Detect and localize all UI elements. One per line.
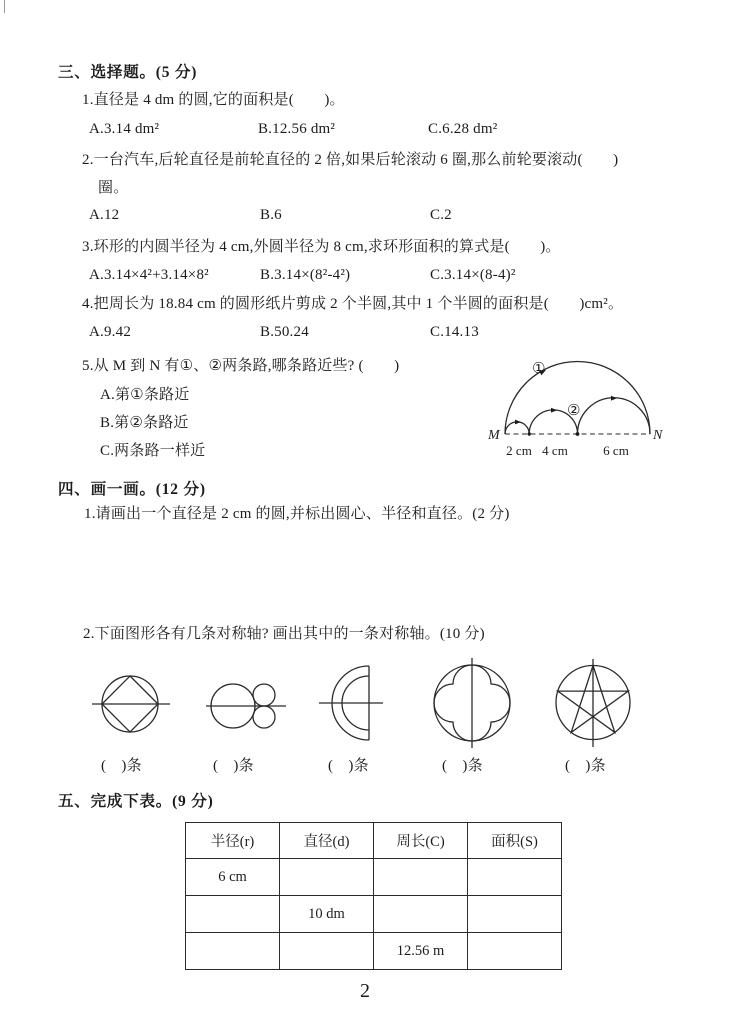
q5-option-a: A.第①条路近 xyxy=(100,387,190,403)
q1-option-c: C.6.28 dm² xyxy=(428,121,498,137)
q5-stem: 5.从 M 到 N 有①、②两条路,哪条路近些? ( ) xyxy=(82,358,400,374)
shape-circle-pentagram xyxy=(551,657,635,749)
small-arc-2cm xyxy=(505,422,529,434)
q5-option-c: C.两条路一样近 xyxy=(100,443,206,459)
q2-option-b: B.6 xyxy=(260,207,282,223)
shape-circle-two-tangent-circles xyxy=(204,682,288,730)
table-cell xyxy=(374,896,468,933)
table-cell: 10 dm xyxy=(280,896,374,933)
segment3-label: 6 cm xyxy=(603,443,629,458)
shape-circle-inscribed-square xyxy=(90,674,172,734)
q3-option-b: B.3.14×(8²-4²) xyxy=(260,267,351,283)
section4-title: 四、画一画。(12 分) xyxy=(58,481,206,498)
junction-dot xyxy=(576,432,580,436)
path2-circled-label: ② xyxy=(567,403,581,419)
table-cell xyxy=(468,896,562,933)
segment2-label: 4 cm xyxy=(542,443,568,458)
shape-concentric-semicircles xyxy=(315,661,387,745)
section5-title: 五、完成下表。(9 分) xyxy=(58,793,214,810)
q2-stem: 2.一台汽车,后轮直径是前轮直径的 2 倍,如果后轮滚动 6 圈,那么前轮要滚动( ) xyxy=(82,152,619,168)
q1-option-b: B.12.56 dm² xyxy=(258,121,336,137)
table-cell xyxy=(374,859,468,896)
small-arc-6cm xyxy=(578,398,651,434)
q4-option-c: C.14.13 xyxy=(430,324,479,340)
table-cell xyxy=(280,859,374,896)
table-cell xyxy=(468,933,562,970)
q1-stem: 1.直径是 4 dm 的圆,它的面积是( )。 xyxy=(82,92,345,108)
path1-circled-label: ① xyxy=(532,361,546,377)
table-cell xyxy=(186,933,280,970)
arrowhead-icon xyxy=(551,408,557,413)
q2-option-a: A.12 xyxy=(89,207,120,223)
q4-option-a: A.9.42 xyxy=(89,324,132,340)
q3-option-c: C.3.14×(8-4)² xyxy=(430,267,516,283)
segment1-label: 2 cm xyxy=(506,443,532,458)
table-cell xyxy=(186,896,280,933)
table-cell: 6 cm xyxy=(186,859,280,896)
q5-option-b: B.第②条路近 xyxy=(100,415,189,431)
q4-option-b: B.50.24 xyxy=(260,324,309,340)
big-semicircle-arc xyxy=(505,362,650,435)
section4-q2-stem: 2.下面图形各有几条对称轴? 画出其中的一条对称轴。(10 分) xyxy=(83,626,485,642)
shape-circle-quatrefoil xyxy=(430,658,514,748)
symmetry-count-blank-3: ( )条 xyxy=(328,758,369,774)
symmetry-count-blank-2: ( )条 xyxy=(213,758,254,774)
scan-artifact xyxy=(4,0,5,13)
q5-paths-diagram xyxy=(486,349,684,471)
arrowhead-icon xyxy=(611,396,617,401)
q2-option-c: C.2 xyxy=(430,207,452,223)
page-number: 2 xyxy=(360,980,370,1002)
symmetry-count-blank-1: ( )条 xyxy=(101,758,142,774)
table-header-area: 面积(S) xyxy=(468,823,562,859)
junction-dot xyxy=(528,432,531,435)
table-header-circumference: 周长(C) xyxy=(374,823,468,859)
section3-title: 三、选择题。(5 分) xyxy=(58,64,198,81)
circle-values-table xyxy=(185,822,562,970)
table-header-diameter: 直径(d) xyxy=(280,823,374,859)
table-cell: 12.56 m xyxy=(374,933,468,970)
section4-q1-stem: 1.请画出一个直径是 2 cm 的圆,并标出圆心、半径和直径。(2 分) xyxy=(84,506,510,522)
table-cell xyxy=(468,859,562,896)
arrowhead-icon xyxy=(515,420,521,425)
point-m-label: M xyxy=(488,428,500,443)
table-header-radius: 半径(r) xyxy=(186,823,280,859)
table-cell xyxy=(280,933,374,970)
symmetry-count-blank-4: ( )条 xyxy=(442,758,483,774)
point-n-label: N xyxy=(653,428,663,443)
q2-stem-line2: 圈。 xyxy=(98,180,129,196)
symmetry-count-blank-5: ( )条 xyxy=(565,758,606,774)
q3-option-a: A.3.14×4²+3.14×8² xyxy=(89,267,209,283)
q4-stem: 4.把周长为 18.84 cm 的圆形纸片剪成 2 个半圆,其中 1 个半圆的面积是( )cm²。 xyxy=(82,296,624,312)
q1-option-a: A.3.14 dm² xyxy=(89,121,160,137)
q3-stem: 3.环形的内圆半径为 4 cm,外圆半径为 8 cm,求环形面积的算式是( )。 xyxy=(82,239,561,255)
